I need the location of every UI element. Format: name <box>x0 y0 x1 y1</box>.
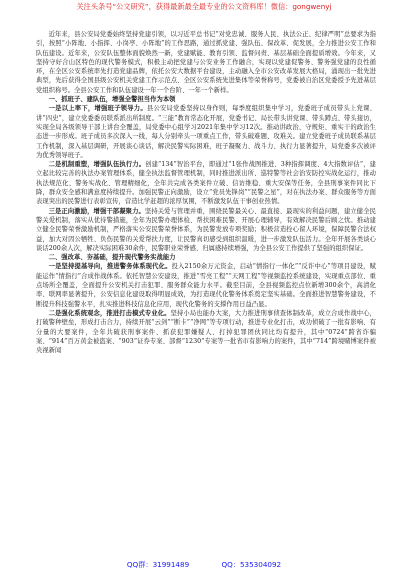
paragraph-2 <box>36 104 376 160</box>
section-heading-1: 一、抓班子、建队伍，增强全警担当作为本领 <box>48 96 176 104</box>
paragraph-3 <box>36 160 376 206</box>
paragraph-2-lead: 一是以上率下，增强班子领导力。 <box>48 105 147 113</box>
header-line-1: 关注头条号“公文研究”，获得最新最全最专业的公文资料库！微信：gongwenyj <box>76 2 332 11</box>
footer-qq-group: QQ群：31991489 <box>126 560 190 569</box>
footer-qq: QQ：535304092 <box>221 560 282 569</box>
footer-contacts <box>0 560 408 570</box>
section-heading-2: 二、强改革、夯基础，提升现代警务实战能力 <box>48 254 176 262</box>
document-body <box>36 30 376 355</box>
paragraph-4-text: 坚持关爱与管理并重，围绕民警最关心、最直接、最现实的利益问题，建立健全民警关爱机制，落实从优待警措施，全年为民警办理体检、帮扶困难民警、开展心理辅导，有效解决民警后顾之忧。推动建立健全民警荣誉激励机制，严格落实公安民警荣誉体系，为民警发放专项奖励；积极营造拴心留人环境，保障民警合法权益，加大对因公牺牲、负伤民警的关爱帮扶力度，让民警真切感受到组织温暖，进一步激发队伍活力。全年开展各类谈心谈话200余人次，解决实际困难30余件，民警职业荣誉感、归属感持续增强，为全县公安工作提供了坚强的组织保证。 <box>36 207 377 252</box>
paragraph-6-text: 坚持小局也能办大案，大力推进刑事侦查体制改革，成立合成作战中心，打破警种壁垒，形成打击合力，持续开展“云剑”“断卡”“净网”等专项行动，推进专业化打击，成功侦破了一批有影响、有分量的大要案件，全年共破获刑事案件、抓获犯罪嫌疑人、打掉犯罪团伙同比均有提升，其中“0724”跨省诈骗案、“914”百万黄金被盗案、“903”证券专案、部督“1230”专案等一批省市有影响力的案件，其中“714”跨境赌博案件被央视新闻 <box>36 309 376 355</box>
header-banner <box>0 2 408 11</box>
paragraph-intro: 近年来，县公安局党委始终坚持党建引领，以习近平总书记“对党忠诚、服务人民、执法公正、纪律严明”总要求为指引，按照“小阵地、小指挥、小岗亭、小阵地”的工作思路，通过抓党建、强队伍、保改革、促发展，全力推进公安工作和队伍建设。近年来，公安队伍整体面貌焕然一新，党建赋能、教育引领、监督问责、基层基础全面提质增效。今年来，又坚持守好合山区特色的现代警务模式，积极主动把党建与公安业务工作融合，实现以党建促警务、警务强党建的良性循环，在全区公安系统率先打造党建品牌，依托公安大数据平台建设，主动融入全市公安改革发展大格局，涌现出一批先进典型，先后获得全国县级公安机关党建工作示范点、全区公安系统先进集体等荣誉称号，党委被自治区党委授予先进基层党组织称号。全县公安工作和队伍建设一年一个台阶、一年一个新样。 <box>36 31 376 94</box>
paragraph-6-lead: 二是强化系统观念，推进打击模式专业化。 <box>48 309 171 317</box>
paragraph-5 <box>36 262 376 308</box>
paragraph-2-text: 县公安局党委坚持以身作则，每季度组织集中学习，党委班子成员带头上党课、讲“四史”，建立党委委员联系派出所制度。“三能”教育常态化开展，党委书记、局长带头讲党课、带头蹲点、带头接访，实现全局各级领导干部上讲台全覆盖，局党委中心组学习2021年集中学习12次。推动讲政治、守规矩、重实干的政治生态进一步形成。班子成员多次深入一线，每人分别牵头一项重点工作，带头破难题、攻难关。建立党委班子成员联系基层工作机制，深入基层调研，开展谈心谈话，解决民警实际困难，班子凝聚力、战斗力、执行力显著提升，局党委多次被评为优秀领导班子。 <box>36 105 377 159</box>
paragraph-3-lead: 二是机制重塑，增强队伍执行力。 <box>48 161 146 169</box>
paragraph-5-lead: 一是坚持提基导向，推进警务体系现代化。 <box>48 263 172 271</box>
paragraph-4-lead: 三是正向激励，增强干部凝聚力。 <box>48 207 145 215</box>
paragraph-6 <box>36 309 376 355</box>
paragraph-4 <box>36 207 376 253</box>
paragraph-3-text: 创建“134”智治平台，即通过“1张作战图推进、3种指挥调度、4大指数评估”，建立起比较完善的执法办案管理体系，健全执法监督管理机制，同时推进派出所、巡特警等社会治安防控实战化运行，推动执法规范化、警务实战化、管理精细化，全年共完成各类案件立破、信访维稳、重大安保等任务，全县刑事案件同比下降，群众安全感和满意度持续提升。加强民警正向激励，设立“党员先锋岗”“民警之星”，对在执法办案、群众服务等方面表现突出的民警进行表彰宣传，营造比学赶超的浓厚氛围，不断激发队伍干事创业热情。 <box>36 161 376 206</box>
paragraph-5-text: 投入2150余万元资金，启动“情指行一体化”“反诈中心”等项目建设，赋能运作“情指行”合成作战体系。依托智慧公安建设，推进“雪亮工程”“天网工程”等视频监控系统建设，实现重点部位、重点场所全覆盖，全面提升公安机关打击犯罪、服务群众能力水平。截至目前，全县视频监控点位新增300余个，高清化率、联网率显著提升，公安信息化建设取得明显成效，为打造现代化警务体系奠定坚实基础。全面推进智慧警务建设，不断提升科技强警水平，扎实推进科技信息化应用，现代化警务的支撑作用日益凸显。 <box>36 263 377 308</box>
